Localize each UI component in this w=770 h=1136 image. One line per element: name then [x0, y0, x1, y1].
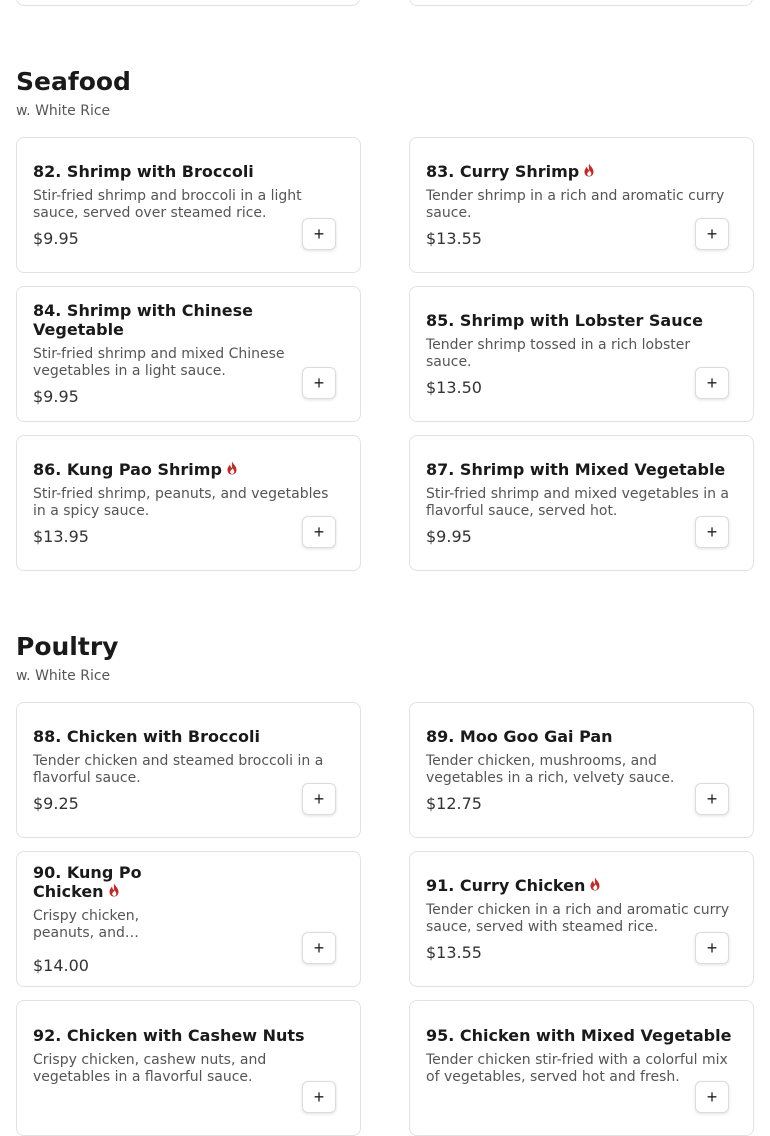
menu-item-card[interactable] — [409, 1000, 754, 1136]
plus-icon: + — [313, 789, 325, 809]
menu-item-description: Stir-fried shrimp and mixed vegetables in a flavorful sauce, served hot. — [426, 485, 730, 519]
add-to-cart-button[interactable] — [302, 367, 336, 399]
add-to-cart-button[interactable] — [302, 1081, 336, 1113]
menu-item-price: $13.50 — [426, 377, 482, 397]
menu-item-price: $9.95 — [33, 228, 79, 248]
flame-icon — [226, 461, 238, 475]
menu-item-card[interactable] — [409, 851, 754, 987]
menu-item-price: $14.00 — [33, 955, 89, 975]
menu-item-description: Tender chicken and steamed broccoli in a flavorful sauce. — [33, 752, 324, 786]
section-title: Seafood — [16, 67, 131, 96]
previous-card-stub — [16, 0, 360, 6]
menu-item-name: 86. Kung Pao Shrimp — [33, 460, 333, 479]
menu-item-name: 85. Shrimp with Lobster Sauce — [426, 310, 703, 330]
menu-item-description: Crispy chicken, peanuts, and… — [33, 907, 140, 941]
section-subtitle: w. White Rice — [16, 668, 111, 684]
menu-item-description: Tender chicken in a rich and aromatic curry sauce, served with steamed rice. — [426, 901, 730, 935]
plus-icon: + — [313, 522, 325, 542]
menu-item-price: $13.55 — [426, 942, 482, 962]
plus-icon: + — [706, 938, 718, 958]
menu-item-price: $9.25 — [33, 793, 79, 813]
menu-item-name: 88. Chicken with Broccoli — [33, 726, 260, 746]
plus-icon: + — [313, 1087, 325, 1107]
plus-icon: + — [313, 224, 325, 244]
add-to-cart-button[interactable] — [695, 218, 729, 250]
menu-item-card[interactable] — [409, 286, 754, 422]
menu-item-card[interactable] — [409, 435, 754, 571]
flame-icon — [108, 883, 120, 897]
menu-item-card[interactable] — [16, 851, 361, 987]
plus-icon: + — [706, 522, 718, 542]
add-to-cart-button[interactable] — [695, 783, 729, 815]
plus-icon: + — [313, 938, 325, 958]
plus-icon: + — [313, 373, 325, 393]
menu-item-card[interactable] — [409, 137, 754, 273]
add-to-cart-button[interactable] — [302, 783, 336, 815]
flame-icon — [589, 877, 601, 891]
menu-item-description: Stir-fried shrimp and mixed Chinese vegetables in a light sauce. — [33, 346, 285, 379]
plus-icon: + — [706, 789, 718, 809]
menu-item-name: 87. Shrimp with Mixed Vegetable — [426, 459, 726, 479]
plus-icon: + — [706, 1087, 718, 1107]
menu-item-card[interactable] — [16, 286, 361, 422]
menu-item-name: 92. Chicken with Cashew Nuts — [33, 1026, 305, 1045]
menu-item-description: Tender shrimp tossed in a rich lobster sauce. — [426, 336, 691, 370]
menu-item-name: 90. Kung Po Chicken — [33, 862, 142, 901]
plus-icon: + — [706, 224, 718, 244]
menu-item-price: $9.95 — [426, 526, 472, 546]
section-header-poultry — [16, 632, 754, 685]
menu-item-description: Stir-fried shrimp, peanuts, and vegetables in a spicy sauce. — [33, 485, 329, 519]
previous-card-stub — [409, 0, 753, 6]
section-header-seafood — [16, 67, 754, 120]
menu-item-name: 82. Shrimp with Broccoli — [33, 161, 254, 181]
menu-item-name: 91. Curry Chicken — [426, 876, 736, 895]
add-to-cart-button[interactable] — [302, 932, 336, 964]
add-to-cart-button[interactable] — [695, 367, 729, 399]
menu-item-description: Crispy chicken, cashew nuts, and vegetables in a flavorful sauce. — [33, 1052, 267, 1085]
menu-item-name: 84. Shrimp with Chinese Vegetable — [33, 301, 254, 339]
add-to-cart-button[interactable] — [302, 218, 336, 250]
flame-icon — [583, 163, 595, 177]
plus-icon: + — [706, 373, 718, 393]
menu-item-card[interactable] — [16, 137, 361, 273]
add-to-cart-button[interactable] — [695, 516, 729, 548]
menu-item-name: 95. Chicken with Mixed Vegetable — [426, 1026, 732, 1045]
menu-item-price: $12.75 — [426, 793, 482, 813]
menu-item-card[interactable] — [16, 435, 361, 571]
section-subtitle: w. White Rice — [16, 103, 111, 119]
menu-item-description: Tender shrimp in a rich and aromatic curry sauce. — [426, 187, 725, 221]
menu-item-card[interactable] — [16, 1000, 361, 1136]
menu-item-price: $13.55 — [426, 228, 482, 248]
section-title: Poultry — [16, 632, 119, 661]
menu-item-description: Stir-fried shrimp and broccoli in a light sauce, served over steamed rice. — [33, 187, 302, 221]
menu-item-name: 89. Moo Goo Gai Pan — [426, 726, 613, 746]
menu-item-card[interactable] — [409, 702, 754, 838]
menu-item-name: 83. Curry Shrimp — [426, 162, 726, 181]
add-to-cart-button[interactable] — [302, 516, 336, 548]
menu-item-price: $9.95 — [33, 387, 79, 406]
menu-item-price: $13.95 — [33, 526, 89, 546]
menu-item-card[interactable] — [16, 702, 361, 838]
add-to-cart-button[interactable] — [695, 1081, 729, 1113]
menu-item-description: Tender chicken, mushrooms, and vegetables in a rich, velvety sauce. — [426, 752, 675, 786]
add-to-cart-button[interactable] — [695, 932, 729, 964]
menu-item-description: Tender chicken stir-fried with a colorful mix of vegetables, served hot and fresh. — [426, 1052, 728, 1085]
